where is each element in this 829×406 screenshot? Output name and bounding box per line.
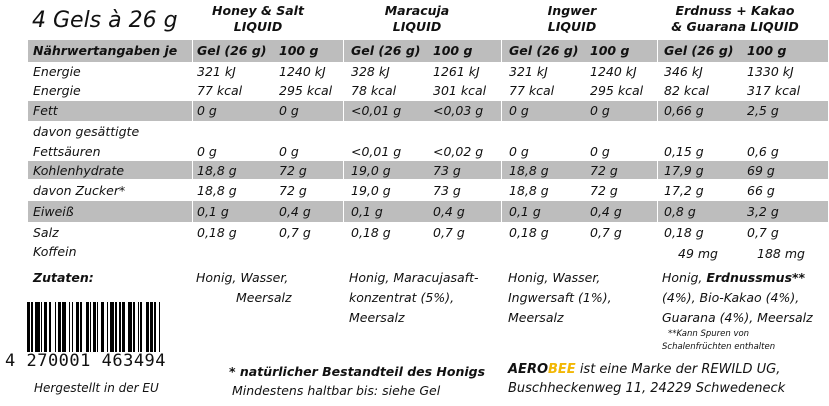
product-name-line2: LIQUID: [392, 19, 442, 34]
barcode-bar: [119, 302, 120, 352]
kohlenhydrate-band: [28, 161, 828, 179]
made-in-label: Hergestellt in der EU: [34, 381, 159, 395]
col-header: Gel (26 g): [197, 43, 267, 58]
product-maracuja: [345, 3, 489, 35]
ingredients-ingwer-3: Meersalz: [508, 310, 564, 325]
table-cell: 0,7 g: [279, 225, 311, 240]
table-cell: 77 kcal: [509, 83, 555, 98]
barcode-bar: [93, 302, 96, 352]
table-cell: 317 kcal: [747, 83, 801, 98]
table-cell: 0 g: [279, 103, 299, 118]
page-title: 4 Gels à 26 g: [32, 8, 178, 33]
table-cell: 3,2 g: [747, 204, 779, 219]
table-cell: 0 g: [509, 144, 529, 159]
ingredients-ingwer-1: Honig, Wasser,: [508, 270, 601, 285]
table-cell: 0,1 g: [351, 204, 383, 219]
ingredients-erdnuss-2: (4%), Bio-Kakao (4%),: [662, 290, 800, 305]
table-cell: 0,7 g: [433, 225, 465, 240]
table-cell: 18,8 g: [197, 163, 237, 178]
product-name-line1: Maracuja: [384, 3, 450, 18]
barcode-bar: [31, 302, 32, 352]
table-cell: 0,6 g: [747, 144, 779, 159]
ingredients-ingwer-2: Ingwersaft (1%),: [508, 290, 612, 305]
barcode-bar: [76, 302, 79, 352]
table-cell: 0,1 g: [509, 204, 541, 219]
col-header: Gel (26 g): [509, 43, 579, 58]
barcode-bar: [154, 302, 155, 352]
table-cell: 1240 kJ: [279, 64, 326, 79]
row-label-koffein: Koffein: [33, 244, 77, 259]
product-ingwer: [500, 3, 644, 35]
table-cell: <0,01 g: [351, 103, 402, 118]
row-label: davon gesättigte: [33, 124, 140, 139]
row-label: Energie: [33, 83, 81, 98]
barcode-bar: [128, 302, 132, 352]
table-cell: 18,8 g: [197, 183, 237, 198]
table-cell: <0,01 g: [351, 144, 402, 159]
column-separator: [657, 40, 658, 262]
barcode-bar: [101, 302, 104, 352]
barcode-bar: [150, 302, 153, 352]
barcode-bar: [72, 302, 73, 352]
col-header: 100 g: [590, 43, 630, 58]
table-cell: 69 g: [747, 163, 775, 178]
barcode-bar: [58, 302, 61, 352]
row-label: Fettsäuren: [33, 144, 101, 159]
table-cell: 0,4 g: [279, 204, 311, 219]
row-label: davon Zucker*: [33, 183, 126, 198]
barcode-bar: [97, 302, 98, 352]
brand-line-text: ist eine Marke der REWILD UG,: [575, 362, 781, 377]
row-label: Salz: [33, 225, 59, 240]
table-cell: 0 g: [509, 103, 529, 118]
table-cell: 18,8 g: [509, 163, 549, 178]
barcode-bar: [159, 302, 160, 352]
table-cell: <0,02 g: [433, 144, 484, 159]
allergen-note-1: **Kann Spuren von: [668, 329, 750, 339]
table-cell: 0,66 g: [664, 103, 704, 118]
table-cell: 19,0 g: [351, 163, 391, 178]
table-cell: 328 kJ: [351, 64, 390, 79]
product-erdnuss-kakao: [650, 3, 820, 35]
barcode-bar: [27, 302, 30, 352]
table-cell: 72 g: [279, 163, 307, 178]
row-label: Eiweiß: [33, 204, 74, 219]
table-cell: 72 g: [279, 183, 307, 198]
barcode-bar: [115, 302, 116, 352]
column-separator: [501, 40, 502, 262]
table-cell: 17,9 g: [664, 163, 704, 178]
table-cell: 0 g: [590, 144, 610, 159]
table-cell: 0,7 g: [747, 225, 779, 240]
table-cell: 66 g: [747, 183, 775, 198]
barcode-bar: [62, 302, 66, 352]
row-label: Fett: [33, 103, 58, 118]
col-header: Gel (26 g): [351, 43, 421, 58]
barcode-bar: [80, 302, 81, 352]
table-cell: 295 kcal: [590, 83, 644, 98]
table-cell: 0,4 g: [433, 204, 465, 219]
row-label: Kohlenhydrate: [33, 163, 125, 178]
brand-line: [508, 362, 780, 377]
table-cell: 19,0 g: [351, 183, 391, 198]
table-cell: 0,18 g: [197, 225, 237, 240]
table-cell: 346 kJ: [664, 64, 703, 79]
table-cell: 321 kJ: [197, 64, 236, 79]
col-header: Gel (26 g): [664, 43, 734, 58]
table-cell: 82 kcal: [664, 83, 710, 98]
table-cell: 2,5 g: [747, 103, 779, 118]
table-cell: 0,18 g: [664, 225, 704, 240]
barcode-bar: [90, 302, 91, 352]
row-label: Energie: [33, 64, 81, 79]
table-cell: 18,8 g: [509, 183, 549, 198]
ingredients-honey-salt-1: Honig, Wasser,: [196, 270, 289, 285]
brand-logo-aero: AERO: [508, 362, 549, 377]
barcode-bar: [35, 302, 39, 352]
table-cell: 0,8 g: [664, 204, 696, 219]
table-cell: 72 g: [590, 183, 618, 198]
ingredients-erdnuss-3: Guarana (4%), Meersalz: [662, 310, 813, 325]
table-cell: 0,1 g: [197, 204, 229, 219]
koffein-gel: 49 mg: [678, 246, 718, 261]
barcode-bar: [133, 302, 134, 352]
col-header: 100 g: [747, 43, 787, 58]
brand-logo-bee: BEE: [548, 362, 576, 377]
product-name-line1: Erdnuss + Kakao: [675, 3, 795, 18]
table-cell: 73 g: [433, 163, 461, 178]
barcode-digits: 4 270001 463494: [5, 351, 167, 371]
table-cell: 72 g: [590, 163, 618, 178]
ingredients-honey-salt-2: Meersalz: [236, 290, 292, 305]
product-name-line1: Ingwer: [547, 3, 597, 18]
barcode-bar: [41, 302, 42, 352]
eiweiss-band: [28, 201, 828, 222]
barcode-bar: [55, 302, 56, 352]
barcode: [27, 302, 205, 352]
footnote-honey: * natürlicher Bestandteil des Honigs: [229, 364, 486, 379]
koffein-100g: 188 mg: [757, 246, 805, 261]
ingredients-maracuja-2: konzentrat (5%),: [349, 290, 455, 305]
product-name-line2: & Guarana LIQUID: [671, 19, 799, 34]
company-address: Buschheckenweg 11, 24229 Schwedeneck: [508, 381, 786, 396]
col-header: 100 g: [279, 43, 319, 58]
ingredients-erdnuss-1: [662, 270, 805, 286]
barcode-bar: [69, 302, 70, 352]
table-cell: 17,2 g: [664, 183, 704, 198]
table-cell: 1330 kJ: [747, 64, 794, 79]
table-cell: 0,15 g: [664, 144, 704, 159]
barcode-bar: [146, 302, 149, 352]
column-separator: [192, 40, 193, 262]
product-name-line1: Honey & Salt: [212, 3, 304, 18]
table-cell: 0,18 g: [351, 225, 391, 240]
col-header: 100 g: [433, 43, 473, 58]
allergen-note-2: Schalenfrüchten enthalten: [662, 342, 776, 352]
product-name-line2: LIQUID: [547, 19, 597, 34]
table-cell: 1261 kJ: [433, 64, 480, 79]
barcode-bar: [86, 302, 89, 352]
table-cell: 0 g: [279, 144, 299, 159]
barcode-bar: [140, 302, 141, 352]
product-name-line2: LIQUID: [233, 19, 283, 34]
table-cell: 301 kcal: [433, 83, 487, 98]
column-separator: [343, 40, 344, 262]
barcode-bar: [110, 302, 114, 352]
barcode-bar: [138, 302, 139, 352]
barcode-bar: [49, 302, 50, 352]
ingredients-maracuja-3: Meersalz: [349, 310, 405, 325]
ingredients-erdnuss-pre: Honig,: [662, 270, 707, 285]
barcode-bar: [122, 302, 125, 352]
table-cell: <0,03 g: [433, 103, 484, 118]
product-honey-salt: [186, 3, 330, 35]
table-cell: 0 g: [590, 103, 610, 118]
table-cell: 1240 kJ: [590, 64, 637, 79]
table-cell: 0 g: [197, 103, 217, 118]
table-cell: 321 kJ: [509, 64, 548, 79]
barcode-bar: [44, 302, 47, 352]
ingredients-erdnuss-allergen: Erdnussmus**: [706, 270, 806, 285]
table-cell: 0 g: [197, 144, 217, 159]
table-cell: 0,4 g: [590, 204, 622, 219]
barcode-bar: [107, 302, 108, 352]
table-header-label: Nährwertangaben je: [33, 43, 178, 58]
best-before: Mindestens haltbar bis: siehe Gel: [232, 383, 441, 398]
table-cell: 295 kcal: [279, 83, 333, 98]
table-cell: 78 kcal: [351, 83, 397, 98]
table-cell: 0,7 g: [590, 225, 622, 240]
fett-band: [28, 101, 828, 121]
ingredients-maracuja-1: Honig, Maracujasaft-: [349, 270, 479, 285]
table-cell: 77 kcal: [197, 83, 243, 98]
table-cell: 73 g: [433, 183, 461, 198]
table-cell: 0,18 g: [509, 225, 549, 240]
ingredients-label: Zutaten:: [33, 270, 94, 285]
